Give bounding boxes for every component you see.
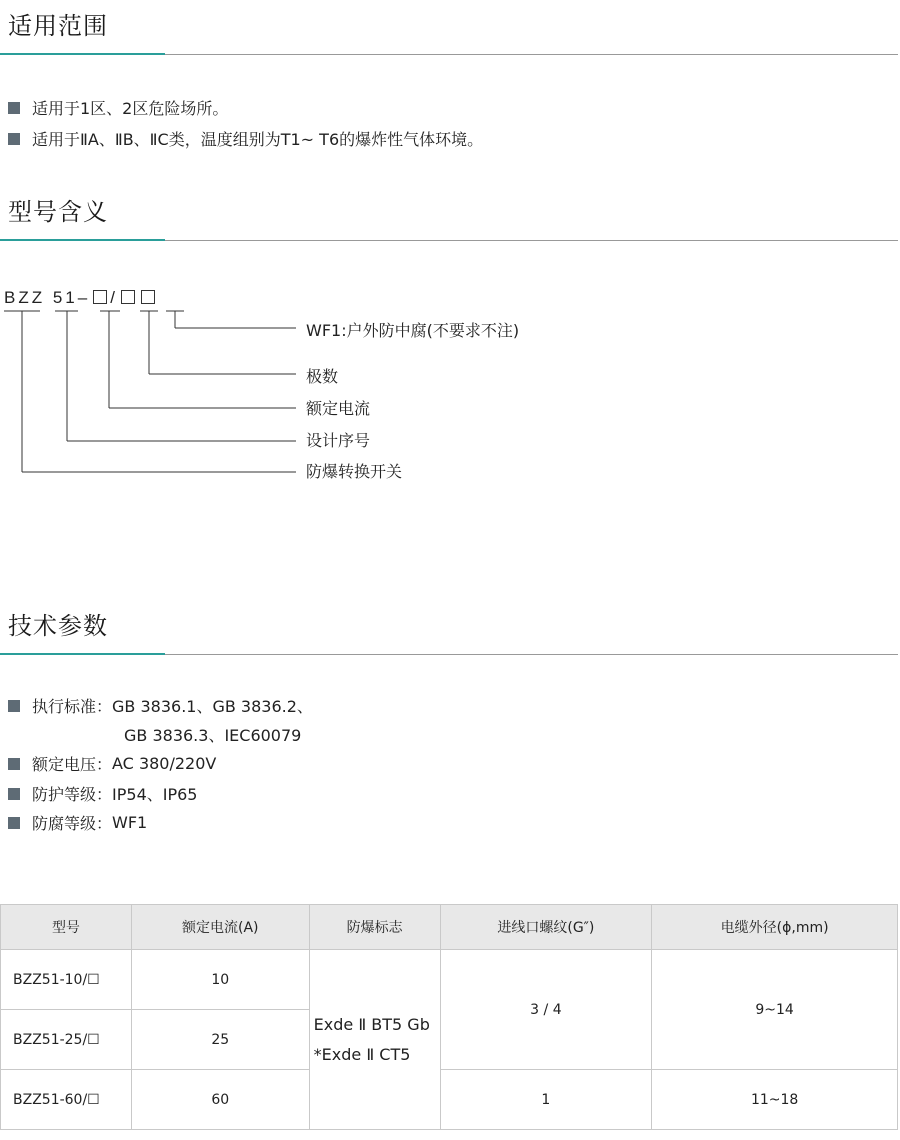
cell-model: BZZ51-25/☐	[1, 1010, 132, 1070]
cell-current: 60	[131, 1070, 309, 1130]
column-header: 电缆外径(ϕ,mm)	[652, 905, 898, 950]
divider-accent	[0, 653, 165, 655]
param-value: WF1	[112, 813, 148, 832]
explosion-mark-line: Exde Ⅱ BT5 Gb	[313, 1014, 430, 1034]
section-title-scope: 适用范围	[8, 12, 108, 40]
model-code-leader-lines	[0, 0, 900, 500]
label-design-number: 设计序号	[306, 431, 371, 450]
square-bullet-icon	[8, 817, 20, 829]
column-header: 型号	[1, 905, 132, 950]
code-slash: /	[110, 288, 118, 307]
column-header: 额定电流(A)	[131, 905, 309, 950]
section-title-model: 型号含义	[8, 198, 108, 226]
param-label: 额定电压：	[32, 755, 113, 774]
scope-item-text: 适用于1区、2区危险场所。	[32, 99, 229, 118]
cell-thread: 1	[440, 1070, 652, 1130]
table-row	[1, 950, 898, 1010]
cell-current: 10	[131, 950, 309, 1010]
column-header: 防爆标志	[309, 905, 440, 950]
scope-item-text: 适用于ⅡA、ⅡB、ⅡC类，温度组别为T1~ T6的爆炸性气体环境。	[32, 130, 484, 149]
param-value: IP54、IP65	[112, 785, 198, 804]
label-poles: 极数	[306, 367, 339, 386]
cell-cable-diameter: 9~14	[652, 950, 898, 1070]
cell-explosion-mark	[309, 950, 440, 1130]
param-value-continued: GB 3836.3、IEC60079	[124, 726, 302, 745]
square-bullet-icon	[8, 700, 20, 712]
code-dash: –	[77, 288, 91, 307]
square-bullet-icon	[8, 788, 20, 800]
param-item	[8, 694, 313, 717]
code-prefix: BZZ	[4, 288, 46, 307]
table-header-row	[1, 905, 898, 950]
param-item	[8, 752, 216, 775]
param-label: 防腐等级：	[32, 814, 113, 833]
label-anticorrosion: WF1:户外防中腐(不要求不注)	[306, 321, 520, 340]
label-explosion-proof-switch: 防爆转换开关	[306, 462, 403, 481]
param-item	[8, 782, 197, 805]
section-divider	[0, 654, 898, 655]
section-title-tech-params: 技术参数	[8, 612, 108, 640]
param-value: GB 3836.1、GB 3836.2、	[112, 697, 313, 716]
param-label: 防护等级：	[32, 785, 113, 804]
cell-model: BZZ51-10/☐	[1, 950, 132, 1010]
param-label: 执行标准：	[32, 697, 113, 716]
cell-cable-diameter: 11~18	[652, 1070, 898, 1130]
code-series: 51	[52, 288, 78, 307]
explosion-mark-line: *Exde Ⅱ CT5	[313, 1044, 411, 1064]
cell-current: 25	[131, 1010, 309, 1070]
column-header: 进线口螺纹(G″)	[440, 905, 652, 950]
param-item	[8, 811, 147, 834]
cell-thread: 3 / 4	[440, 950, 652, 1070]
spec-table	[0, 904, 898, 1130]
table-row	[1, 1070, 898, 1130]
square-bullet-icon	[8, 758, 20, 770]
param-value: AC 380/220V	[112, 754, 217, 773]
cell-model: BZZ51-60/☐	[1, 1070, 132, 1130]
label-rated-current: 额定电流	[306, 399, 371, 418]
